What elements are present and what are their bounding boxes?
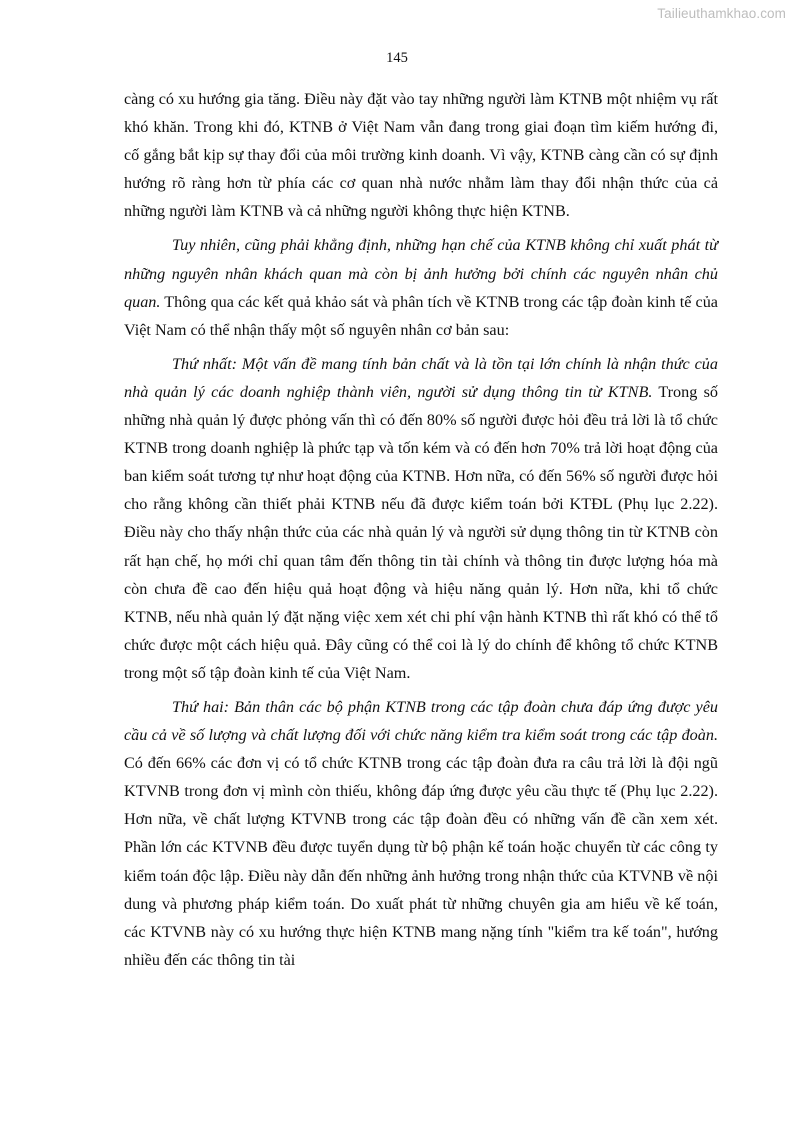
watermark: Tailieuthamkhao.com: [657, 6, 786, 21]
paragraph-3-text: Trong số những nhà quản lý được phỏng vấn thì có đến 80% số người được hỏi đều trả lời là tổ chức KTNB trong doanh nghiệp là phức tạp và tốn kém và có đến hơn 70% trả lời hoạt động của ban kiểm soát tương tự như hoạt động của KTNB. Hơn nữa, có đến 56% số người được hỏi cho rằng không cần thiết phải KTNB nếu đã được kiểm toán bởi KTĐL (Phụ lục 2.22). Điều này cho thấy nhận thức của các nhà quản lý và người sử dụng thông tin từ KTNB còn rất hạn chế, họ mới chỉ quan tâm đến thông tin tài chính và thông tin được lượng hóa mà còn chưa đề cao đến hiệu quả hoạt động và hiệu năng quản lý. Hơn nữa, khi tổ chức KTNB, nếu nhà quản lý đặt nặng việc xem xét chi phí vận hành KTNB thì rất khó có thể tổ chức được một cách hiệu quả. Đây cũng có thể coi là lý do chính để không tổ chức KTNB trong một số tập đoàn kinh tế của Việt Nam.: [124, 382, 718, 682]
paragraph-1-text: càng có xu hướng gia tăng. Điều này đặt vào tay những người làm KTNB một nhiệm vụ rất khó khăn. Trong khi đó, KTNB ở Việt Nam vẫn đang trong giai đoạn tìm kiếm hướng đi, cố gắng bắt kịp sự thay đổi của môi trường kinh doanh. Vì vậy, KTNB càng cần có sự định hướng rõ ràng hơn từ phía các cơ quan nhà nước nhằm làm thay đổi nhận thức của cả những người làm KTNB và cả những người không thực hiện KTNB.: [124, 90, 718, 221]
paragraph-2-italic: Tuy nhiên, cũng phải khẳng định, những hạn chế của KTNB không chỉ xuất phát từ những nguyên nhân khách quan mà còn bị ảnh hưởng bởi chính các nguyên nhân chủ quan.: [124, 236, 718, 311]
paragraph-2-text: Thông qua các kết quả khảo sát và phân tích về KTNB trong các tập đoàn kinh tế của Việt Nam có thể nhận thấy một số nguyên nhân cơ bản sau:: [124, 292, 718, 339]
paragraph-4-text: Có đến 66% các đơn vị có tổ chức KTNB trong các tập đoàn đưa ra câu trả lời là đội ngũ KTVNB trong đơn vị mình còn thiếu, không đáp ứng được yêu cầu thực tế (Phụ lục 2.22). Hơn nữa, về chất lượng KTVNB trong các tập đoàn đều có những vấn đề cần xem xét. Phần lớn các KTVNB đều được tuyển dụng từ bộ phận kế toán hoặc chuyển từ các công ty kiểm toán độc lập. Điều này dẫn đến những ảnh hưởng trong nhận thức của KTVNB về nội dung và phương pháp kiểm toán. Do xuất phát từ những chuyên gia am hiểu về kế toán, các KTVNB này có xu hướng thực hiện KTNB mang nặng tính "kiểm tra kế toán", hướng nhiều đến các thông tin tài: [124, 754, 718, 969]
paragraph-4: [124, 693, 718, 974]
paragraph-1: [124, 85, 718, 225]
paragraph-3-italic: Thứ nhất: Một vấn đề mang tính bản chất và là tồn tại lớn chính là nhận thức của nhà quản lý các doanh nghiệp thành viên, người sử dụng thông tin từ KTNB.: [124, 354, 718, 401]
paragraph-2: [124, 231, 718, 343]
page-number: 145: [386, 50, 408, 66]
document-body: [124, 85, 718, 980]
paragraph-4-italic: Thứ hai: Bản thân các bộ phận KTNB trong các tập đoàn chưa đáp ứng được yêu cầu cả về số lượng và chất lượng đối với chức năng kiểm tra kiểm soát trong các tập đoàn.: [124, 697, 718, 745]
paragraph-3: [124, 350, 718, 687]
